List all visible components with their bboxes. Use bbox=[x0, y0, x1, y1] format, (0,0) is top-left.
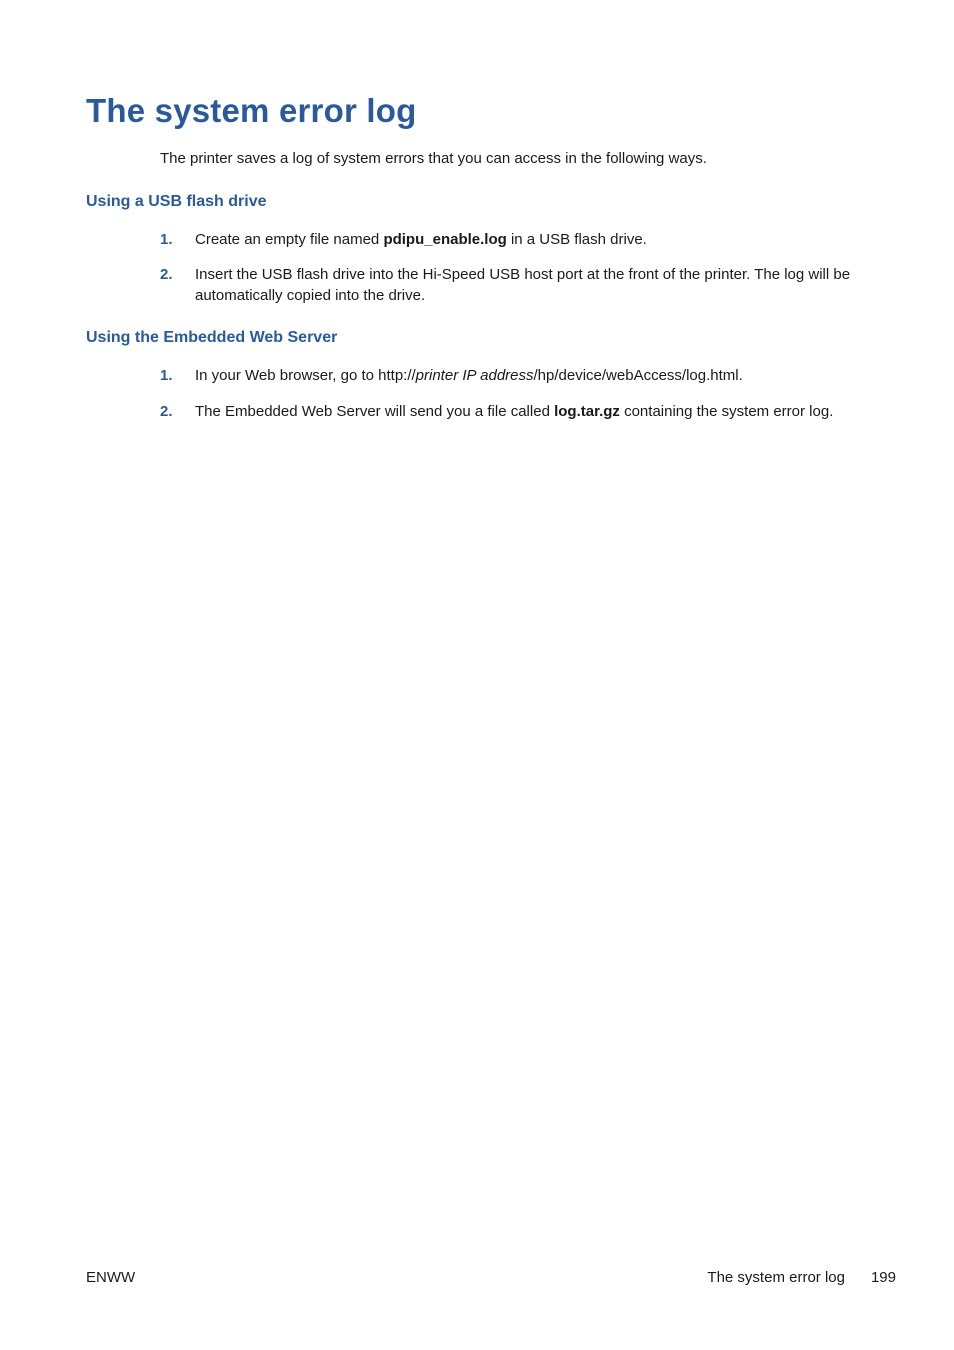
step-text: /hp/device/webAccess/log.html. bbox=[533, 367, 743, 384]
step-number: 2. bbox=[160, 403, 173, 420]
footer-left-label: ENWW bbox=[86, 1269, 136, 1286]
step-number: 1. bbox=[160, 231, 173, 248]
intro-paragraph: The printer saves a log of system errors that you can access in the following ways. bbox=[160, 150, 707, 167]
section-heading-ews: Using the Embedded Web Server bbox=[86, 329, 338, 346]
step-number: 1. bbox=[160, 367, 173, 384]
file-name: log.tar.gz bbox=[554, 403, 620, 420]
step-number: 2. bbox=[160, 266, 173, 283]
section-heading-usb: Using a USB flash drive bbox=[86, 193, 267, 210]
step-text: in a USB flash drive. bbox=[506, 231, 647, 248]
list-item bbox=[160, 365, 890, 386]
url-placeholder: printer IP address bbox=[415, 367, 534, 384]
file-name: pdipu_enable.log bbox=[383, 231, 507, 248]
step-text: Insert the USB flash drive into the Hi-Speed USB host port at the front of the printer. The log will be automatically copied into the drive. bbox=[195, 266, 851, 304]
list-item bbox=[160, 401, 890, 422]
ews-steps-list bbox=[160, 365, 890, 422]
page-title: The system error log bbox=[86, 92, 417, 129]
footer-right bbox=[707, 1269, 896, 1286]
usb-steps-list bbox=[160, 229, 890, 306]
page-number: 199 bbox=[870, 1269, 896, 1286]
step-text: containing the system error log. bbox=[619, 403, 834, 420]
list-item bbox=[160, 229, 890, 250]
step-text: In your Web browser, go to http:// bbox=[195, 367, 416, 384]
list-item bbox=[160, 264, 890, 306]
footer-section-title: The system error log bbox=[707, 1269, 845, 1286]
step-text: Create an empty file named bbox=[195, 231, 384, 248]
step-text: The Embedded Web Server will send you a file called bbox=[195, 403, 555, 420]
